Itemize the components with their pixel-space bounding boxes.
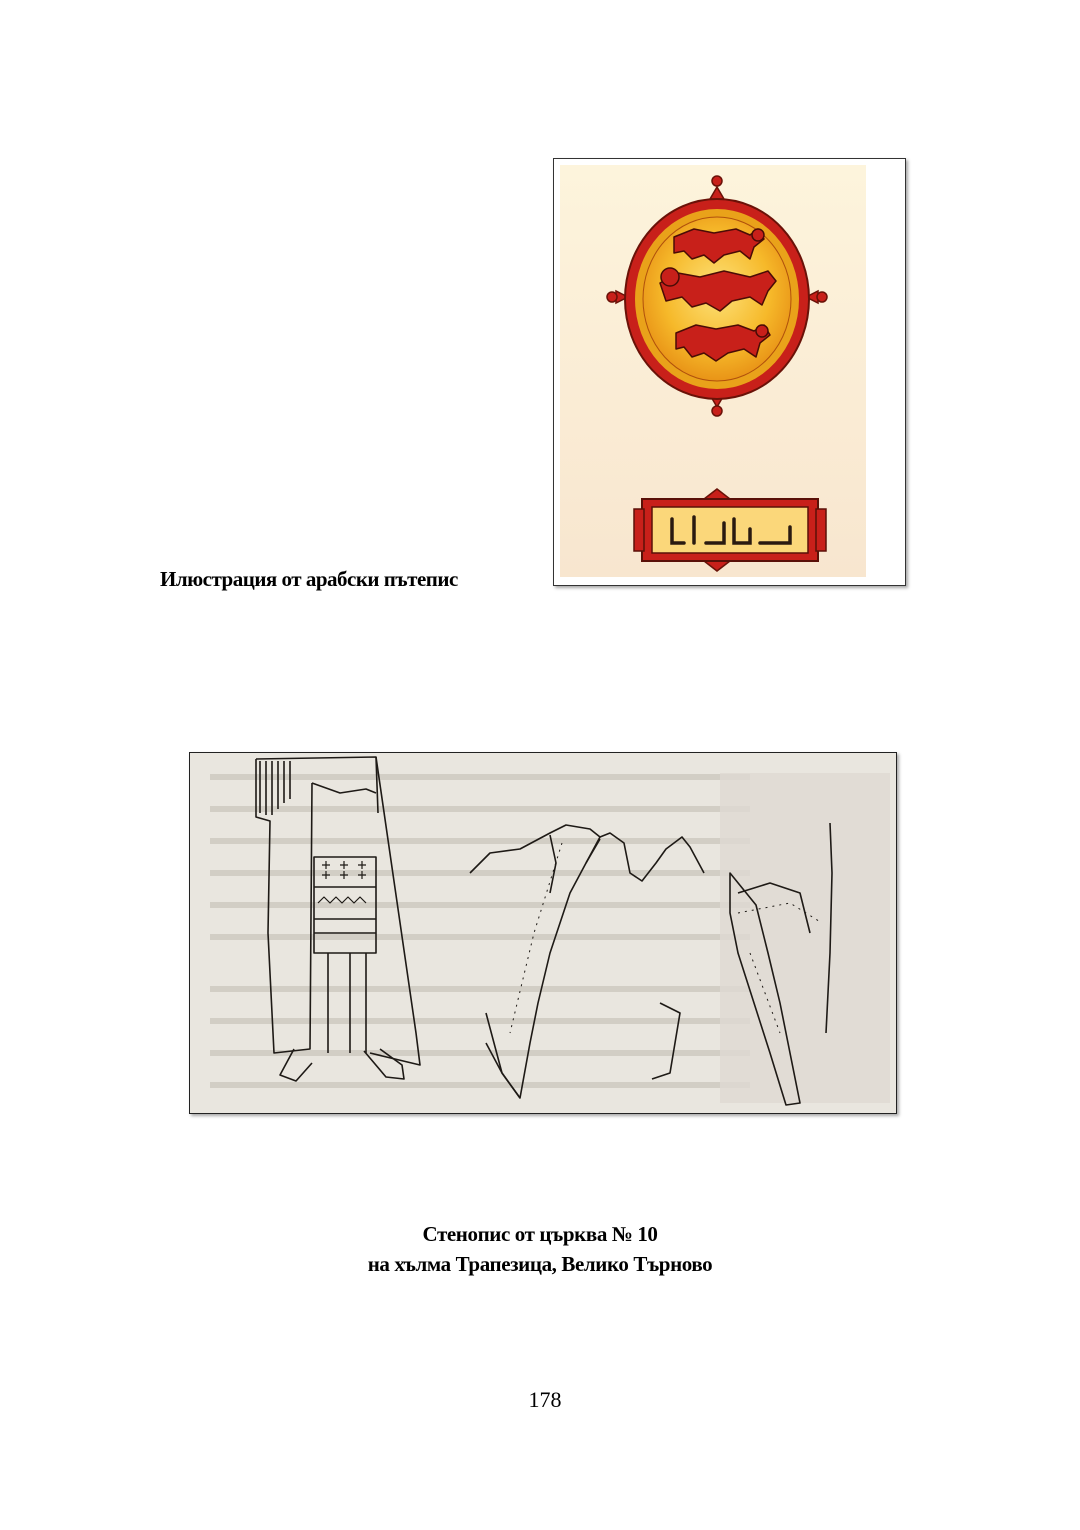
coat-of-arms-image xyxy=(554,159,905,585)
figure-2-caption-line-1: Стенопис от църква № 10 xyxy=(422,1222,658,1246)
page-number: 178 xyxy=(528,1387,562,1412)
figure-2-caption-line-2: на хълма Трапезица, Велико Търново xyxy=(367,1252,713,1276)
fresco-drawing xyxy=(189,752,897,1114)
figure-1-caption: Илюстрация от арабски пътепис xyxy=(160,567,458,591)
fresco-line-drawing-image xyxy=(190,753,896,1113)
arabic-inscription-cartouche xyxy=(634,489,826,571)
heraldic-illustration xyxy=(553,158,906,586)
